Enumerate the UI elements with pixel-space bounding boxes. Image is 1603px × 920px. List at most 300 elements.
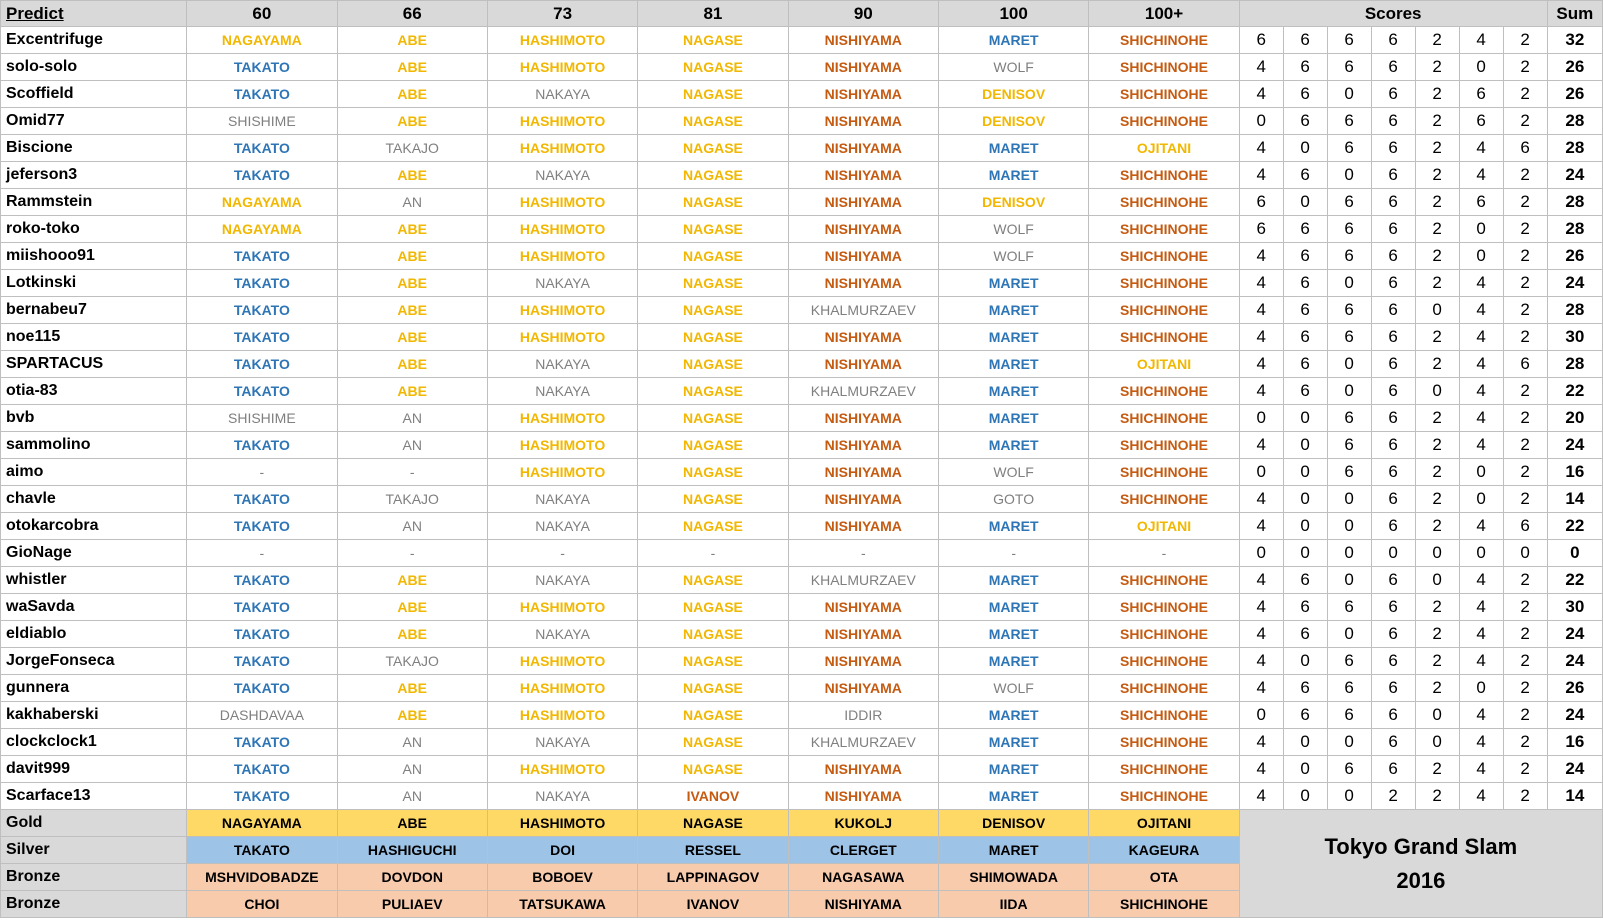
score-cell: 0 — [1283, 756, 1327, 783]
medalist-cell: NAGAYAMA — [187, 810, 337, 837]
prediction-cell: NAKAYA — [487, 729, 637, 756]
medalist-cell: LAPPINAGOV — [638, 864, 788, 891]
prediction-cell: KHALMURZAEV — [788, 297, 938, 324]
score-cell: 6 — [1283, 270, 1327, 297]
prediction-cell: HASHIMOTO — [487, 459, 637, 486]
sum-cell: 24 — [1547, 270, 1602, 297]
prediction-cell: HASHIMOTO — [487, 216, 637, 243]
score-cell: 6 — [1283, 378, 1327, 405]
score-cell: 4 — [1239, 756, 1283, 783]
prediction-cell: TAKATO — [187, 162, 337, 189]
score-cell: 2 — [1415, 81, 1459, 108]
score-cell: 2 — [1415, 486, 1459, 513]
score-cell: 0 — [1327, 270, 1371, 297]
score-cell: 4 — [1239, 675, 1283, 702]
score-cell: 6 — [1371, 648, 1415, 675]
prediction-cell: SHICHINOHE — [1089, 756, 1239, 783]
sum-cell: 24 — [1547, 648, 1602, 675]
score-cell: 2 — [1503, 405, 1547, 432]
score-cell: 0 — [1283, 486, 1327, 513]
prediction-cell: WOLF — [938, 54, 1088, 81]
score-cell: 6 — [1283, 594, 1327, 621]
medalist-cell: SHIMOWADA — [938, 864, 1088, 891]
prediction-cell: NAGASE — [638, 216, 788, 243]
score-cell: 2 — [1415, 162, 1459, 189]
score-cell: 2 — [1503, 486, 1547, 513]
score-cell: 4 — [1459, 567, 1503, 594]
prediction-cell: TAKATO — [187, 378, 337, 405]
prediction-cell: NISHIYAMA — [788, 513, 938, 540]
score-cell: 0 — [1283, 783, 1327, 810]
score-cell: 2 — [1415, 513, 1459, 540]
score-cell: 0 — [1415, 567, 1459, 594]
prediction-cell: SHICHINOHE — [1089, 405, 1239, 432]
score-cell: 0 — [1283, 432, 1327, 459]
prediction-cell: NAKAYA — [487, 162, 637, 189]
score-cell: 2 — [1415, 324, 1459, 351]
prediction-cell: OJITANI — [1089, 135, 1239, 162]
prediction-cell: NAGASE — [638, 351, 788, 378]
player-name: bvb — [1, 405, 187, 432]
medalist-cell: TATSUKAWA — [487, 891, 637, 918]
score-cell: 0 — [1327, 486, 1371, 513]
prediction-cell: NAGASE — [638, 594, 788, 621]
prediction-cell: TAKATO — [187, 567, 337, 594]
score-cell: 0 — [1283, 540, 1327, 567]
sum-cell: 16 — [1547, 459, 1602, 486]
medal-label: Gold — [1, 810, 187, 837]
prediction-cell: TAKATO — [187, 324, 337, 351]
table-row — [1, 270, 1603, 297]
prediction-cell: OJITANI — [1089, 513, 1239, 540]
category-header: 81 — [638, 1, 788, 27]
score-cell: 0 — [1283, 189, 1327, 216]
table-row — [1, 243, 1603, 270]
medalist-cell: KUKOLJ — [788, 810, 938, 837]
prediction-cell: DENISOV — [938, 108, 1088, 135]
score-cell: 4 — [1459, 135, 1503, 162]
score-cell: 0 — [1459, 675, 1503, 702]
prediction-cell: TAKATO — [187, 675, 337, 702]
medalist-cell: DENISOV — [938, 810, 1088, 837]
sum-cell: 28 — [1547, 135, 1602, 162]
table-row — [1, 648, 1603, 675]
medalist-cell: KAGEURA — [1089, 837, 1239, 864]
table-row — [1, 675, 1603, 702]
sum-cell: 24 — [1547, 621, 1602, 648]
score-cell: 6 — [1371, 270, 1415, 297]
table-row — [1, 378, 1603, 405]
score-cell: 0 — [1459, 243, 1503, 270]
score-cell: 2 — [1503, 108, 1547, 135]
header-row — [1, 1, 1603, 27]
prediction-cell: SHICHINOHE — [1089, 432, 1239, 459]
score-cell: 4 — [1459, 756, 1503, 783]
player-name: aimo — [1, 459, 187, 486]
prediction-cell: AN — [337, 513, 487, 540]
prediction-cell: NAGAYAMA — [187, 216, 337, 243]
prediction-cell: MARET — [938, 405, 1088, 432]
table-row — [1, 486, 1603, 513]
prediction-cell: MARET — [938, 135, 1088, 162]
score-cell: 6 — [1371, 243, 1415, 270]
medalist-cell: NAGASE — [638, 810, 788, 837]
score-cell: 4 — [1239, 729, 1283, 756]
prediction-cell: NISHIYAMA — [788, 621, 938, 648]
score-cell: 0 — [1239, 702, 1283, 729]
player-name: Omid77 — [1, 108, 187, 135]
prediction-cell: MARET — [938, 648, 1088, 675]
sum-cell: 26 — [1547, 54, 1602, 81]
score-cell: 0 — [1239, 108, 1283, 135]
score-cell: 2 — [1415, 432, 1459, 459]
player-name: Lotkinski — [1, 270, 187, 297]
score-cell: 2 — [1415, 270, 1459, 297]
score-cell: 0 — [1283, 513, 1327, 540]
prediction-cell: TAKATO — [187, 486, 337, 513]
player-name: Scarface13 — [1, 783, 187, 810]
table-row — [1, 108, 1603, 135]
prediction-cell: MARET — [938, 567, 1088, 594]
table-row — [1, 783, 1603, 810]
player-name: davit999 — [1, 756, 187, 783]
table-row — [1, 513, 1603, 540]
score-cell: 6 — [1327, 216, 1371, 243]
table-row — [1, 54, 1603, 81]
prediction-cell: HASHIMOTO — [487, 648, 637, 675]
prediction-cell: TAKATO — [187, 621, 337, 648]
sum-header: Sum — [1547, 1, 1602, 27]
score-cell: 0 — [1415, 702, 1459, 729]
prediction-cell: NISHIYAMA — [788, 459, 938, 486]
player-name: miishooo91 — [1, 243, 187, 270]
prediction-cell: NAGASE — [638, 324, 788, 351]
medalist-cell: ABE — [337, 810, 487, 837]
score-cell: 2 — [1503, 270, 1547, 297]
score-cell: 6 — [1459, 189, 1503, 216]
medal-label: Bronze — [1, 864, 187, 891]
prediction-cell: NISHIYAMA — [788, 405, 938, 432]
category-header: 100 — [938, 1, 1088, 27]
prediction-cell: ABE — [337, 351, 487, 378]
prediction-cell: MARET — [938, 27, 1088, 54]
score-cell: 2 — [1503, 432, 1547, 459]
score-cell: 6 — [1239, 216, 1283, 243]
medalist-cell: OJITANI — [1089, 810, 1239, 837]
prediction-cell: NISHIYAMA — [788, 216, 938, 243]
score-cell: 6 — [1327, 648, 1371, 675]
score-cell: 2 — [1415, 243, 1459, 270]
score-cell: 4 — [1459, 783, 1503, 810]
prediction-cell: NISHIYAMA — [788, 81, 938, 108]
score-cell: 6 — [1239, 189, 1283, 216]
prediction-cell: ABE — [337, 297, 487, 324]
score-cell: 4 — [1239, 270, 1283, 297]
score-cell: 6 — [1371, 729, 1415, 756]
prediction-cell: NAKAYA — [487, 81, 637, 108]
prediction-cell: NISHIYAMA — [788, 648, 938, 675]
score-cell: 0 — [1415, 729, 1459, 756]
score-cell: 2 — [1503, 189, 1547, 216]
prediction-cell: NISHIYAMA — [788, 675, 938, 702]
scores-header: Scores — [1239, 1, 1547, 27]
player-name: whistler — [1, 567, 187, 594]
score-cell: 4 — [1459, 621, 1503, 648]
score-cell: 2 — [1415, 27, 1459, 54]
prediction-cell: NISHIYAMA — [788, 270, 938, 297]
prediction-cell: TAKATO — [187, 729, 337, 756]
prediction-cell: ABE — [337, 702, 487, 729]
prediction-cell: NAKAYA — [487, 567, 637, 594]
sum-cell: 22 — [1547, 567, 1602, 594]
prediction-cell: NAGASE — [638, 756, 788, 783]
player-name: jeferson3 — [1, 162, 187, 189]
player-name: bernabeu7 — [1, 297, 187, 324]
prediction-cell: NAGASE — [638, 621, 788, 648]
score-cell: 4 — [1459, 405, 1503, 432]
prediction-cell: AN — [337, 756, 487, 783]
prediction-cell: MARET — [938, 297, 1088, 324]
score-cell: 4 — [1239, 783, 1283, 810]
score-cell: 4 — [1459, 729, 1503, 756]
score-cell: 6 — [1371, 54, 1415, 81]
player-name: gunnera — [1, 675, 187, 702]
prediction-cell: ABE — [337, 81, 487, 108]
score-cell: 6 — [1283, 621, 1327, 648]
prediction-cell: WOLF — [938, 216, 1088, 243]
score-cell: 6 — [1371, 324, 1415, 351]
prediction-cell: MARET — [938, 783, 1088, 810]
prediction-cell: NAGASE — [638, 135, 788, 162]
prediction-cell: ABE — [337, 270, 487, 297]
prediction-cell: NAKAYA — [487, 270, 637, 297]
score-cell: 2 — [1503, 216, 1547, 243]
score-cell: 6 — [1371, 378, 1415, 405]
score-cell: 4 — [1459, 270, 1503, 297]
prediction-cell: ABE — [337, 216, 487, 243]
prediction-cell: MARET — [938, 324, 1088, 351]
score-cell: 2 — [1503, 297, 1547, 324]
prediction-cell: NISHIYAMA — [788, 324, 938, 351]
player-name: clockclock1 — [1, 729, 187, 756]
prediction-cell: NISHIYAMA — [788, 351, 938, 378]
player-name: otokarcobra — [1, 513, 187, 540]
score-cell: 6 — [1371, 108, 1415, 135]
score-cell: 6 — [1327, 702, 1371, 729]
prediction-cell: AN — [337, 405, 487, 432]
score-cell: 4 — [1459, 702, 1503, 729]
table-row — [1, 135, 1603, 162]
prediction-cell: TAKATO — [187, 297, 337, 324]
event-title: Tokyo Grand Slam — [1324, 833, 1518, 859]
player-name: JorgeFonseca — [1, 648, 187, 675]
medal-label: Bronze — [1, 891, 187, 918]
score-cell: 6 — [1327, 297, 1371, 324]
prediction-cell: SHICHINOHE — [1089, 594, 1239, 621]
prediction-cell: - — [938, 540, 1088, 567]
score-cell: 6 — [1371, 702, 1415, 729]
prediction-cell: TAKATO — [187, 648, 337, 675]
sum-cell: 28 — [1547, 351, 1602, 378]
score-cell: 2 — [1503, 54, 1547, 81]
prediction-cell: SHICHINOHE — [1089, 675, 1239, 702]
table-row — [1, 405, 1603, 432]
prediction-cell: TAKAJO — [337, 648, 487, 675]
table-row — [1, 81, 1603, 108]
score-cell: 2 — [1415, 108, 1459, 135]
prediction-cell: MARET — [938, 378, 1088, 405]
score-cell: 4 — [1239, 621, 1283, 648]
prediction-cell: MARET — [938, 162, 1088, 189]
score-cell: 6 — [1371, 297, 1415, 324]
prediction-cell: WOLF — [938, 459, 1088, 486]
table-row — [1, 702, 1603, 729]
prediction-cell: NISHIYAMA — [788, 135, 938, 162]
sum-cell: 16 — [1547, 729, 1602, 756]
score-cell: 6 — [1459, 108, 1503, 135]
prediction-cell: IDDIR — [788, 702, 938, 729]
prediction-cell: NAKAYA — [487, 621, 637, 648]
score-cell: 2 — [1503, 567, 1547, 594]
table-row — [1, 27, 1603, 54]
table-row — [1, 729, 1603, 756]
prediction-cell: TAKATO — [187, 783, 337, 810]
score-cell: 6 — [1283, 54, 1327, 81]
sum-cell: 32 — [1547, 27, 1602, 54]
medalist-cell: DOVDON — [337, 864, 487, 891]
prediction-cell: AN — [337, 189, 487, 216]
score-cell: 0 — [1459, 54, 1503, 81]
score-cell: 6 — [1371, 621, 1415, 648]
prediction-cell: TAKATO — [187, 135, 337, 162]
medal-row-gold — [1, 810, 1603, 837]
score-cell: 6 — [1327, 243, 1371, 270]
score-cell: 4 — [1239, 324, 1283, 351]
prediction-cell: NISHIYAMA — [788, 108, 938, 135]
player-name: sammolino — [1, 432, 187, 459]
score-cell: 2 — [1503, 459, 1547, 486]
score-cell: 4 — [1239, 594, 1283, 621]
prediction-cell: SHICHINOHE — [1089, 459, 1239, 486]
player-name: waSavda — [1, 594, 187, 621]
score-cell: 2 — [1415, 216, 1459, 243]
prediction-cell: SHICHINOHE — [1089, 108, 1239, 135]
prediction-cell: KHALMURZAEV — [788, 567, 938, 594]
prediction-cell: ABE — [337, 594, 487, 621]
score-cell: 2 — [1415, 594, 1459, 621]
prediction-cell: NAGAYAMA — [187, 189, 337, 216]
score-cell: 6 — [1371, 594, 1415, 621]
table-row — [1, 459, 1603, 486]
prediction-cell: SHICHINOHE — [1089, 297, 1239, 324]
score-cell: 2 — [1415, 459, 1459, 486]
event-title-box — [1239, 810, 1602, 918]
score-cell: 6 — [1283, 702, 1327, 729]
score-cell: 2 — [1503, 378, 1547, 405]
prediction-cell: WOLF — [938, 675, 1088, 702]
score-cell: 4 — [1459, 378, 1503, 405]
prediction-cell: ABE — [337, 378, 487, 405]
prediction-cell: SHISHIME — [187, 108, 337, 135]
score-cell: 0 — [1459, 486, 1503, 513]
medalist-cell: OTA — [1089, 864, 1239, 891]
score-cell: 4 — [1239, 513, 1283, 540]
score-cell: 0 — [1327, 621, 1371, 648]
medalist-cell: MARET — [938, 837, 1088, 864]
prediction-cell: SHICHINOHE — [1089, 621, 1239, 648]
score-cell: 6 — [1503, 135, 1547, 162]
score-cell: 6 — [1327, 756, 1371, 783]
score-cell: 6 — [1283, 351, 1327, 378]
sum-cell: 20 — [1547, 405, 1602, 432]
player-name: SPARTACUS — [1, 351, 187, 378]
score-cell: 2 — [1415, 621, 1459, 648]
category-header: 73 — [487, 1, 637, 27]
prediction-cell: ABE — [337, 54, 487, 81]
score-cell: 6 — [1283, 297, 1327, 324]
score-cell: 2 — [1503, 783, 1547, 810]
score-cell: 6 — [1371, 486, 1415, 513]
score-cell: 6 — [1371, 513, 1415, 540]
score-cell: 4 — [1239, 351, 1283, 378]
table-row — [1, 189, 1603, 216]
score-cell: 0 — [1415, 540, 1459, 567]
prediction-cell: DASHDAVAA — [187, 702, 337, 729]
prediction-cell: NAGASE — [638, 270, 788, 297]
prediction-cell: ABE — [337, 675, 487, 702]
prediction-cell: HASHIMOTO — [487, 27, 637, 54]
prediction-cell: ABE — [337, 27, 487, 54]
prediction-cell: MARET — [938, 729, 1088, 756]
score-cell: 0 — [1459, 459, 1503, 486]
sum-cell: 22 — [1547, 378, 1602, 405]
score-cell: 2 — [1503, 621, 1547, 648]
score-cell: 6 — [1283, 162, 1327, 189]
score-cell: 2 — [1415, 783, 1459, 810]
score-cell: 0 — [1415, 297, 1459, 324]
score-cell: 0 — [1327, 81, 1371, 108]
player-name: noe115 — [1, 324, 187, 351]
prediction-cell: - — [638, 540, 788, 567]
score-cell: 4 — [1459, 27, 1503, 54]
player-name: Excentrifuge — [1, 27, 187, 54]
score-cell: 2 — [1503, 675, 1547, 702]
player-name: kakhaberski — [1, 702, 187, 729]
sum-cell: 22 — [1547, 513, 1602, 540]
medalist-cell: BOBOEV — [487, 864, 637, 891]
sum-cell: 26 — [1547, 81, 1602, 108]
prediction-cell: MARET — [938, 594, 1088, 621]
prediction-cell: NAGASE — [638, 648, 788, 675]
table-row — [1, 297, 1603, 324]
score-cell: 4 — [1239, 297, 1283, 324]
score-cell: 2 — [1503, 243, 1547, 270]
score-cell: 6 — [1283, 243, 1327, 270]
score-cell: 6 — [1283, 108, 1327, 135]
prediction-cell: HASHIMOTO — [487, 594, 637, 621]
prediction-cell: NAGAYAMA — [187, 27, 337, 54]
prediction-cell: NAGASE — [638, 378, 788, 405]
sum-cell: 26 — [1547, 675, 1602, 702]
score-cell: 2 — [1503, 756, 1547, 783]
prediction-cell: SHICHINOHE — [1089, 27, 1239, 54]
score-cell: 0 — [1239, 540, 1283, 567]
player-name: solo-solo — [1, 54, 187, 81]
prediction-cell: NISHIYAMA — [788, 756, 938, 783]
prediction-cell: MARET — [938, 621, 1088, 648]
prediction-cell: NAKAYA — [487, 783, 637, 810]
score-cell: 6 — [1503, 351, 1547, 378]
